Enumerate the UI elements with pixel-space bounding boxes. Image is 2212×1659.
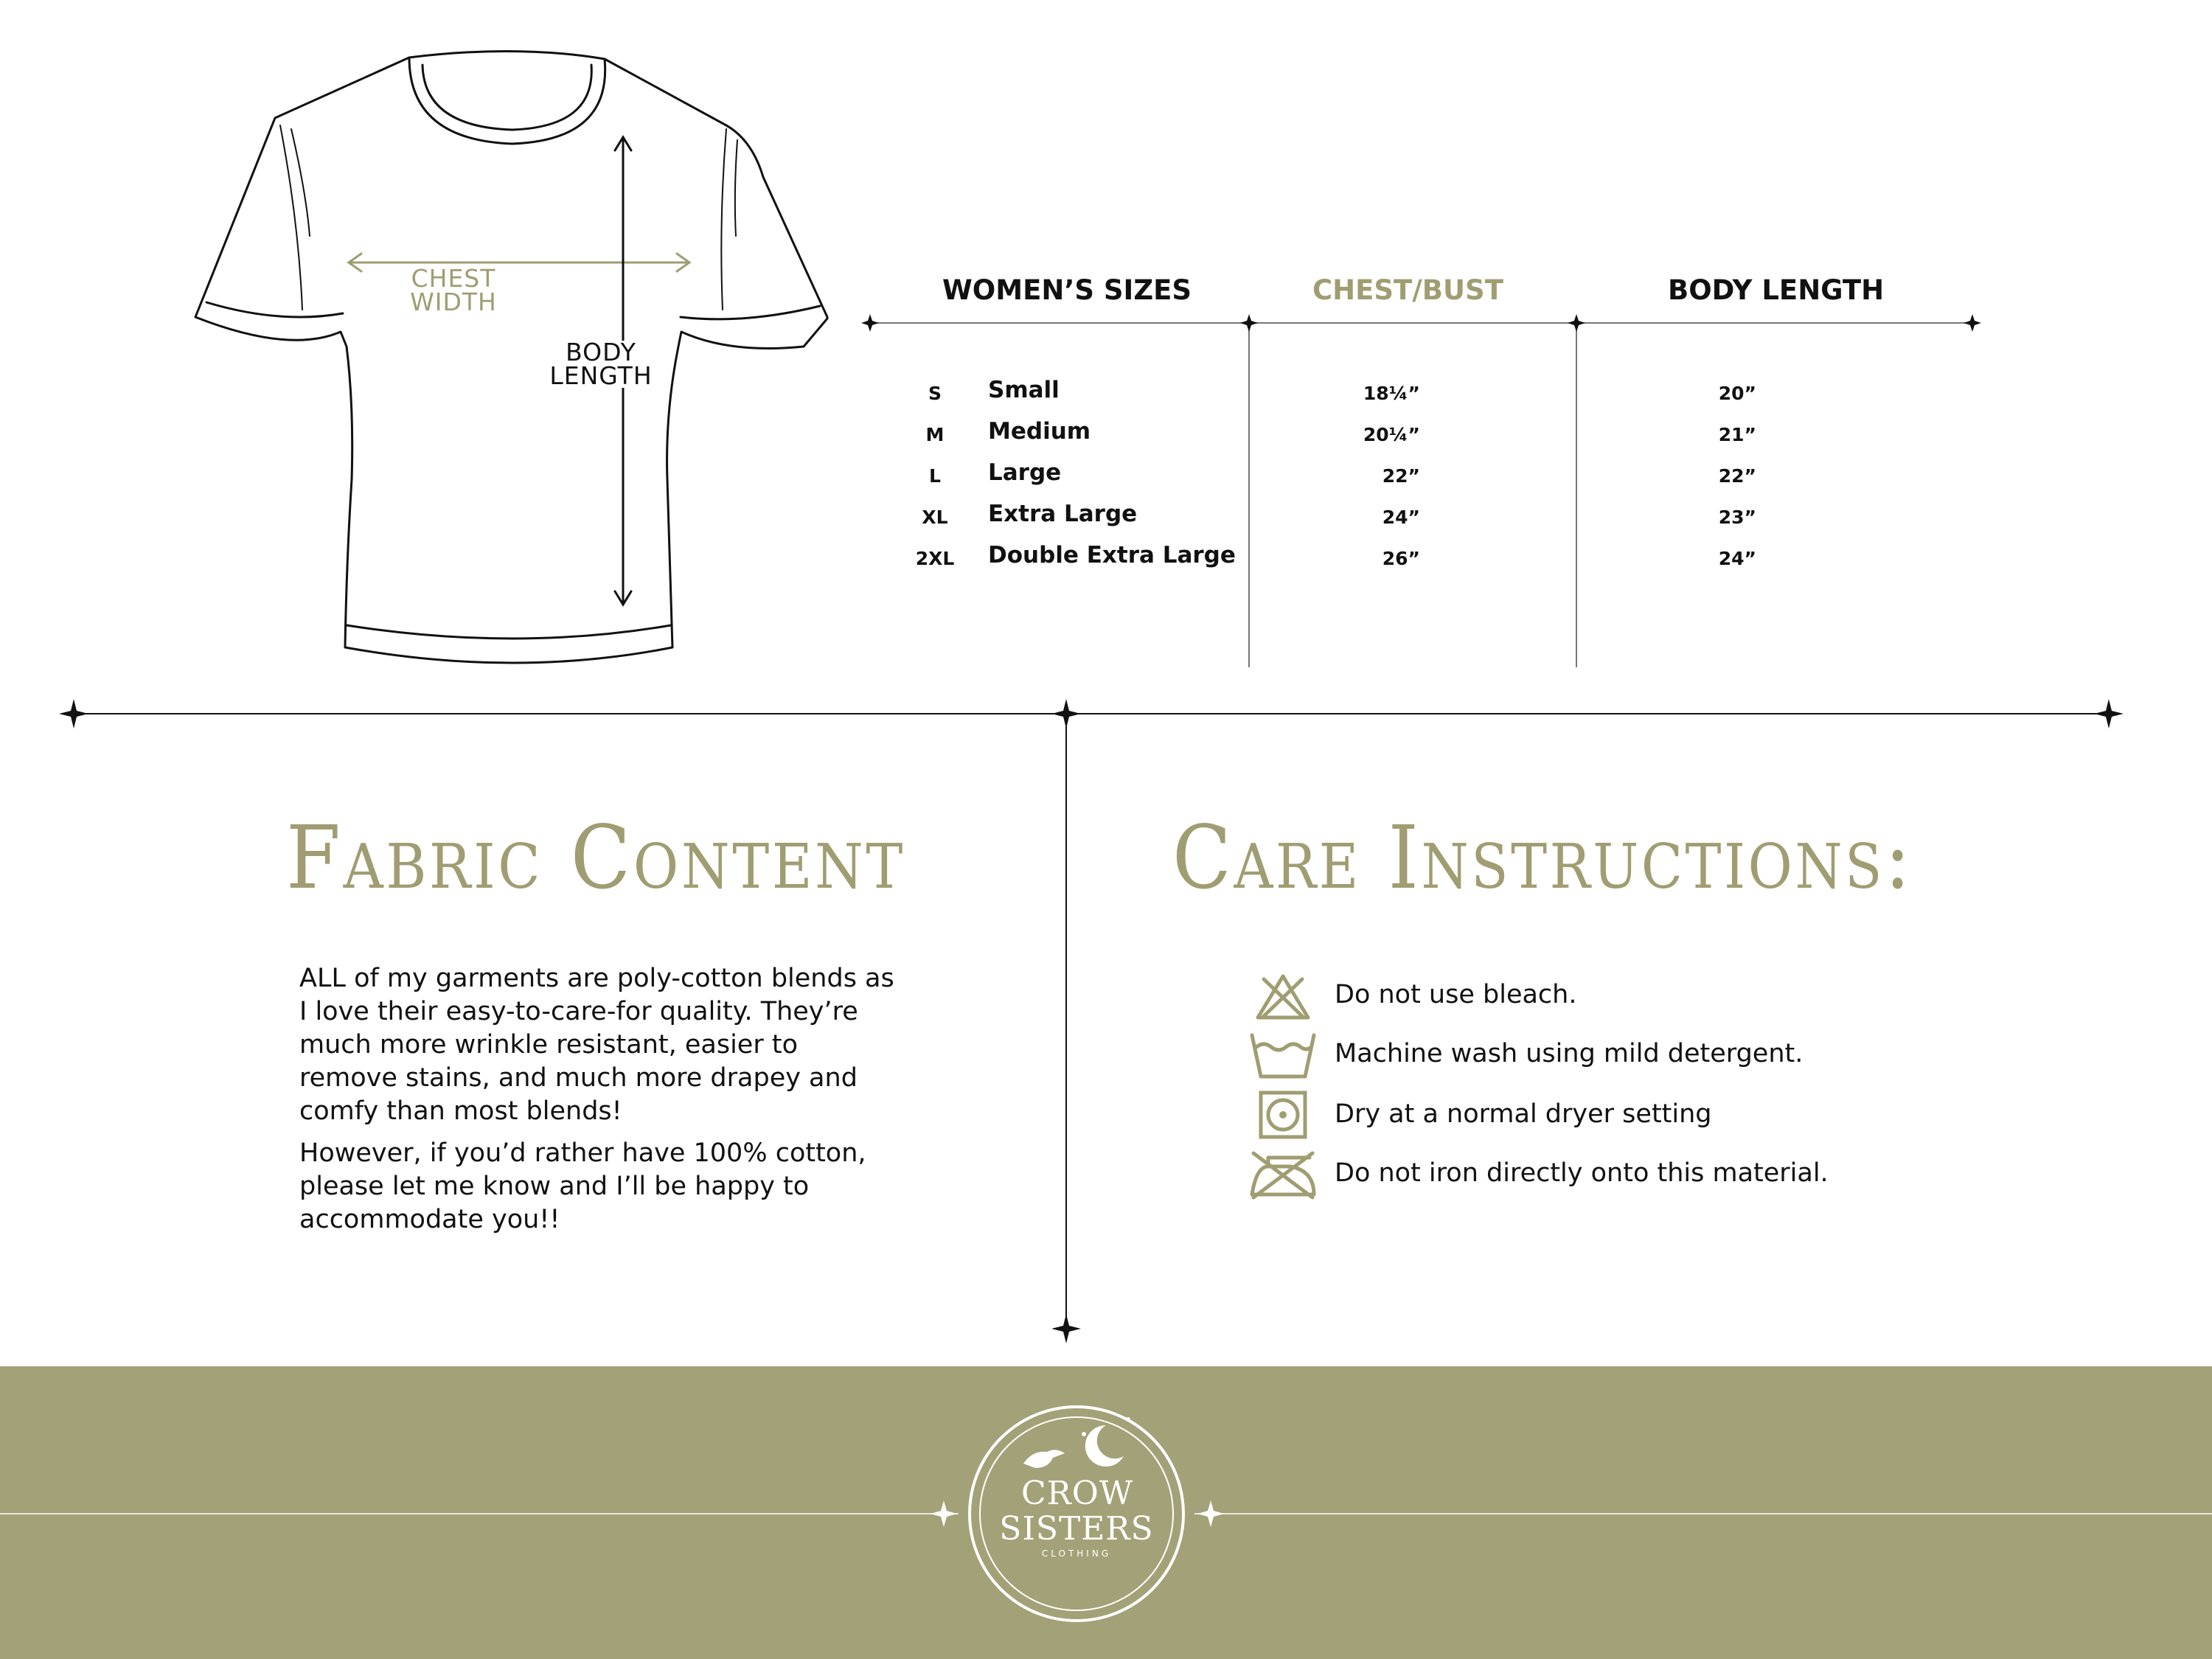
length-value: 24” — [1718, 548, 1756, 569]
logo-word-sisters: SISTERS — [999, 1510, 1154, 1548]
fabric-content-heading: Fabric Content — [286, 807, 905, 908]
table-row — [0, 372, 2212, 414]
header-womens-sizes: WOMEN’S SIZES — [942, 274, 1192, 306]
chest-value: 18¼” — [1363, 383, 1420, 404]
size-name: Extra Large — [988, 501, 1138, 527]
logo-word-clothing: CLOTHING — [1041, 1548, 1112, 1559]
size-name: Double Extra Large — [988, 542, 1236, 568]
chest-width-label: CHEST WIDTH — [398, 267, 509, 314]
sparkle-icon — [1051, 1314, 1081, 1343]
no-iron-icon — [1246, 1149, 1320, 1200]
sparkle-icon — [1051, 699, 1081, 728]
table-row — [0, 414, 2212, 455]
size-name: Large — [988, 459, 1062, 486]
chest-value: 24” — [1382, 507, 1420, 528]
care-text: Machine wash using mild detergent. — [1335, 1039, 1804, 1068]
tshirt-diagram — [184, 44, 848, 678]
sparkle-icon — [1964, 314, 1981, 332]
table-row — [0, 496, 2212, 538]
chest-value: 26” — [1382, 548, 1420, 569]
sparkle-icon — [1568, 314, 1585, 332]
no-bleach-icon — [1246, 970, 1320, 1022]
size-name: Small — [988, 377, 1060, 403]
crow-icon — [1023, 1450, 1065, 1468]
header-chest-bust: CHEST/BUST — [1312, 274, 1503, 306]
body-length-label: BODY LENGTH — [542, 341, 660, 388]
size-abbr: 2XL — [915, 548, 955, 569]
care-instructions-heading: Care Instructions: — [1172, 807, 1913, 908]
size-name: Medium — [988, 418, 1091, 445]
machine-wash-icon — [1246, 1029, 1320, 1081]
size-abbr: M — [925, 424, 945, 445]
logo-word-crow: CROW — [1021, 1475, 1134, 1512]
chest-value: 20¼” — [1363, 424, 1420, 445]
length-value: 21” — [1718, 424, 1756, 445]
table-row — [0, 455, 2212, 496]
tumble-dry-icon — [1246, 1090, 1320, 1141]
size-abbr: XL — [922, 507, 948, 528]
length-value: 23” — [1718, 507, 1756, 528]
care-text: Do not iron directly onto this material. — [1335, 1158, 1829, 1188]
sparkle-icon — [1240, 314, 1258, 332]
fabric-paragraph-1: ALL of my garments are poly-cotton blends as I love their easy-to-care-for quality. They’re much more wrinkle resistant, easier to remove stains, and much more drapey and comfy than most blends! — [299, 964, 894, 1126]
length-value: 22” — [1718, 465, 1756, 487]
size-abbr: S — [928, 383, 942, 404]
care-text: Dry at a normal dryer setting — [1335, 1099, 1712, 1129]
moon-icon — [1085, 1425, 1124, 1467]
fabric-description — [299, 962, 904, 1245]
chest-value: 22” — [1382, 465, 1420, 487]
care-item-tumble-dry — [1246, 1090, 1983, 1141]
care-item-no-bleach — [1246, 970, 1983, 1022]
sparkle-icon — [1197, 1500, 1224, 1527]
header-body-length: BODY LENGTH — [1668, 274, 1885, 306]
length-value: 20” — [1718, 383, 1756, 404]
care-item-no-iron — [1246, 1149, 1983, 1200]
sparkle-icon — [931, 1500, 957, 1527]
fabric-paragraph-2: However, if you’d rather have 100% cotton, please let me know and I’ll be happy to accommodate you!! — [299, 1138, 866, 1234]
care-text: Do not use bleach. — [1335, 980, 1577, 1009]
sparkle-icon — [59, 699, 88, 728]
care-item-machine-wash — [1246, 1029, 1983, 1081]
sparkle-icon — [861, 314, 879, 332]
table-row — [0, 538, 2212, 579]
sparkle-icon — [2094, 699, 2124, 728]
size-abbr: L — [929, 465, 941, 487]
